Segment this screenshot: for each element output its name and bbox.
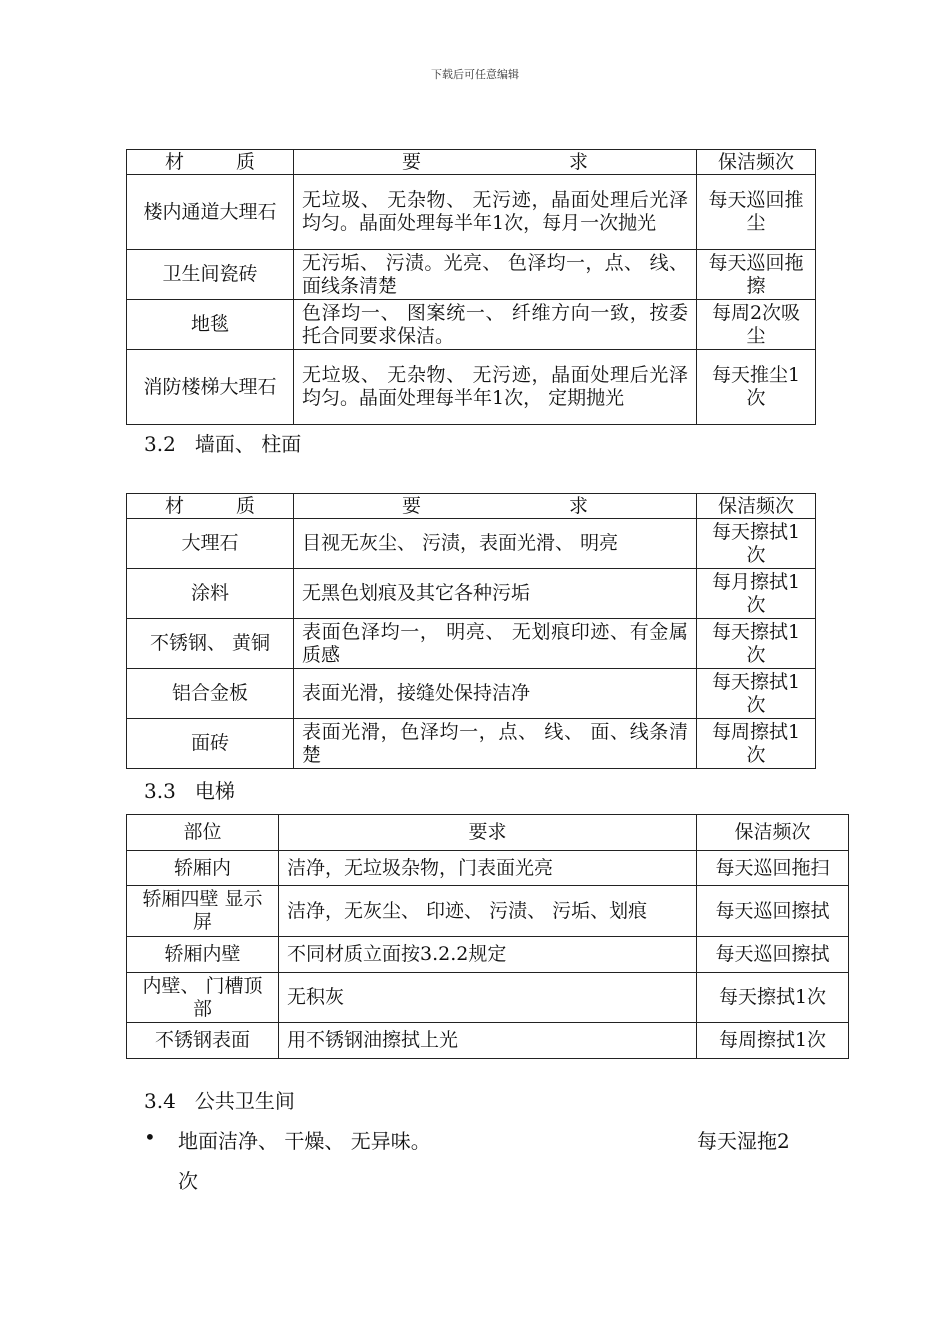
frequency-cell: 每天巡回拖擦 [697, 250, 816, 300]
requirement-cell: 表面色泽均一， 明亮、 无划痕印迹、有金属质感 [294, 619, 697, 669]
bullet-text: 地面洁净、 干燥、 无异味。 [178, 1129, 431, 1153]
frequency-cell: 每天巡回擦拭 [697, 937, 849, 973]
material-cell: 消防楼梯大理石 [127, 350, 294, 425]
requirement-cell: 无积灰 [279, 973, 697, 1023]
table-header-row [127, 815, 849, 851]
frequency-cell: 每天巡回拖扫 [697, 851, 849, 886]
part-cell: 不锈钢表面 [127, 1023, 279, 1059]
requirement-cell: 表面光滑，色泽均一，点、 线、 面、线条清楚 [294, 719, 697, 769]
material-cell: 面砖 [127, 719, 294, 769]
header-frequency: 保洁频次 [697, 815, 849, 851]
section-heading-elevator: 3.3 电梯 [144, 779, 235, 803]
frequency-cell: 每月擦拭1次 [697, 569, 816, 619]
requirement-cell: 无污垢、 污渍。光亮、 色泽均一，点、 线、 面线条清楚 [294, 250, 697, 300]
material-cell: 卫生间瓷砖 [127, 250, 294, 300]
floor-cleaning-table [126, 149, 816, 425]
header-frequency: 保洁频次 [697, 150, 816, 175]
material-cell: 大理石 [127, 519, 294, 569]
section-heading-restroom: 3.4 公共卫生间 [144, 1089, 295, 1113]
frequency-cell: 每天推尘1次 [697, 350, 816, 425]
table-header-row [127, 494, 816, 519]
frequency-cell: 每周擦拭1次 [697, 1023, 849, 1059]
bullet-dot-icon: • [144, 1125, 156, 1149]
part-cell: 轿厢四壁 显示屏 [127, 886, 279, 937]
requirement-cell: 无垃圾、 无杂物、 无污迹，晶面处理后光泽均匀。晶面处理每半年1次，每月一次抛光 [294, 175, 697, 250]
frequency-cell: 每天巡回推尘 [697, 175, 816, 250]
table-row [127, 519, 816, 569]
requirement-cell: 洁净，无垃圾杂物，门表面光亮 [279, 851, 697, 886]
header-material: 材 质 [127, 150, 294, 175]
table-row [127, 1023, 849, 1059]
header-note: 下载后可任意编辑 [431, 68, 519, 81]
wall-cleaning-table [126, 493, 816, 769]
table-row [127, 851, 849, 886]
table-row [127, 886, 849, 937]
part-cell: 内壁、 门槽顶部 [127, 973, 279, 1023]
material-cell: 铝合金板 [127, 669, 294, 719]
requirement-cell: 色泽均一、 图案统一、 纤维方向一致，按委托合同要求保洁。 [294, 300, 697, 350]
header-part: 部位 [127, 815, 279, 851]
frequency-cell: 每天擦拭1次 [697, 519, 816, 569]
table-row [127, 619, 816, 669]
table-row [127, 300, 816, 350]
frequency-cell: 每天巡回擦拭 [697, 886, 849, 937]
elevator-cleaning-table [126, 814, 849, 1059]
bullet-frequency-continued: 次 [178, 1169, 198, 1193]
material-cell: 地毯 [127, 300, 294, 350]
table-row [127, 569, 816, 619]
header-requirement: 要 求 [294, 150, 697, 175]
frequency-cell: 每周擦拭1次 [697, 719, 816, 769]
frequency-cell: 每天擦拭1次 [697, 669, 816, 719]
table-row [127, 719, 816, 769]
header-requirement: 要 求 [294, 494, 697, 519]
part-cell: 轿厢内 [127, 851, 279, 886]
requirement-cell: 无垃圾、 无杂物、 无污迹，晶面处理后光泽均匀。晶面处理每半年1次， 定期抛光 [294, 350, 697, 425]
section-heading-walls: 3.2 墙面、 柱面 [144, 432, 302, 456]
table-row [127, 250, 816, 300]
frequency-cell: 每天擦拭1次 [697, 619, 816, 669]
bullet-item [144, 1125, 824, 1153]
requirement-cell: 目视无灰尘、 污渍，表面光滑、 明亮 [294, 519, 697, 569]
table-row [127, 669, 816, 719]
bullet-frequency: 每天湿拖2 [697, 1129, 790, 1153]
part-cell: 轿厢内壁 [127, 937, 279, 973]
table-row [127, 973, 849, 1023]
requirement-cell: 用不锈钢油擦拭上光 [279, 1023, 697, 1059]
table-header-row [127, 150, 816, 175]
frequency-cell: 每周2次吸尘 [697, 300, 816, 350]
header-requirement: 要求 [279, 815, 697, 851]
requirement-cell: 洁净，无灰尘、 印迹、 污渍、 污垢、划痕 [279, 886, 697, 937]
header-material: 材 质 [127, 494, 294, 519]
table-row [127, 350, 816, 425]
material-cell: 楼内通道大理石 [127, 175, 294, 250]
table-row [127, 175, 816, 250]
requirement-cell: 无黑色划痕及其它各种污垢 [294, 569, 697, 619]
requirement-cell: 不同材质立面按3.2.2规定 [279, 937, 697, 973]
material-cell: 不锈钢、 黄铜 [127, 619, 294, 669]
material-cell: 涂料 [127, 569, 294, 619]
table-row [127, 937, 849, 973]
header-frequency: 保洁频次 [697, 494, 816, 519]
frequency-cell: 每天擦拭1次 [697, 973, 849, 1023]
requirement-cell: 表面光滑，接缝处保持洁净 [294, 669, 697, 719]
